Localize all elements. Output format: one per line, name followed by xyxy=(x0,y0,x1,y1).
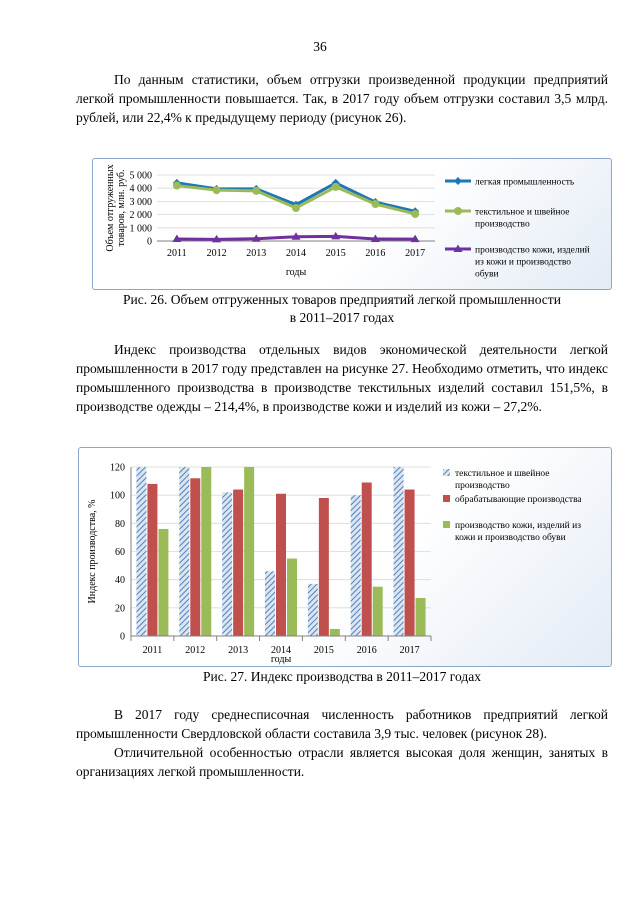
bar xyxy=(362,482,372,636)
legend-label: кожи и производство обуви xyxy=(455,533,566,543)
line-chart-shipped-goods xyxy=(93,159,611,289)
y-tick-label: 0 xyxy=(120,631,125,643)
data-point xyxy=(371,200,379,208)
bar xyxy=(201,467,211,636)
legend-label: текстильное и швейное xyxy=(455,469,550,479)
legend-label: из кожи и производство xyxy=(475,257,572,268)
x-tick-label: 2016 xyxy=(365,248,386,259)
paragraph-1: По данным статистики, объем отгрузки произведенной продукции предприятий легкой промышленности повышается. Так, в 2017 году объем отгрузки составил 3,5 млрд. рублей, или 22,4% к предыдущему периоду (рисунок 26). xyxy=(76,72,608,125)
bar xyxy=(179,467,189,636)
legend-label: текстильное и швейное xyxy=(475,207,570,218)
y-tick-label: 20 xyxy=(115,603,125,615)
legend-label: производство кожи, изделий xyxy=(475,245,590,256)
bar xyxy=(287,559,297,636)
bar xyxy=(147,484,157,636)
bar xyxy=(416,598,426,636)
y-axis-title: Индекс производства, % xyxy=(87,499,98,604)
legend-swatch xyxy=(443,495,450,502)
figure-26-caption xyxy=(76,291,608,327)
x-tick-label: 2013 xyxy=(246,248,267,259)
figure-26-caption-line2: в 2011–2017 годах xyxy=(289,310,395,325)
x-tick-label: 2015 xyxy=(313,645,334,656)
bar xyxy=(136,467,146,636)
bar xyxy=(330,629,340,636)
bar xyxy=(319,498,329,636)
paragraph-2: Индекс производства отдельных видов экономической деятельности легкой промышленности в 2017 году представлен на рисунке 27. Необходимо отметить, что индекс промышленного производства в производстве текстильных изделий составил 151,5%, в производстве одежды – 214,4%, в производстве кожи и изделий из кожи – 27,2%. xyxy=(76,342,608,414)
x-tick-label: 2014 xyxy=(271,645,291,656)
bar xyxy=(394,467,404,636)
bar xyxy=(244,467,254,636)
legend-label: производство кожи, изделий из xyxy=(455,521,581,531)
x-tick-label: 2012 xyxy=(185,645,206,656)
y-tick-label: 40 xyxy=(115,575,125,587)
y-tick-label: 80 xyxy=(115,518,125,530)
data-point xyxy=(332,183,340,191)
legend-label: обрабатывающие производства xyxy=(455,495,582,505)
x-tick-label: 2017 xyxy=(399,645,420,656)
x-tick-label: 2012 xyxy=(206,248,227,259)
paragraph-3: В 2017 году среднесписочная численность работников предприятий легкой промышленности Свердловской области составила 3,9 тыс. человек (рисунок 28). xyxy=(76,707,608,741)
bar xyxy=(190,478,200,636)
bar xyxy=(233,490,243,636)
bar xyxy=(405,490,415,636)
data-point xyxy=(252,187,260,195)
y-tick-label: 5 000 xyxy=(129,170,152,182)
legend-marker xyxy=(454,207,462,215)
x-tick-label: 2011 xyxy=(142,645,163,656)
legend-label: производство xyxy=(455,481,510,491)
x-tick-label: 2015 xyxy=(325,248,346,259)
data-point xyxy=(292,204,300,212)
y-tick-label: 100 xyxy=(110,490,125,502)
bar xyxy=(276,494,286,636)
x-tick-label: 2014 xyxy=(286,248,306,259)
bar xyxy=(351,495,361,636)
legend-label: обуви xyxy=(475,269,499,280)
x-tick-label: 2013 xyxy=(228,645,249,656)
paragraph-4: Отличительной особенностью отрасли является высокая доля женщин, занятых в организациях легкой промышленности. xyxy=(76,745,608,779)
bar xyxy=(308,584,318,636)
y-tick-label: 60 xyxy=(115,547,125,558)
y-tick-label: 1 000 xyxy=(129,223,152,235)
data-point xyxy=(173,182,181,190)
x-axis-title: годы xyxy=(270,654,292,665)
chart-frame-fig27 xyxy=(78,447,612,667)
data-point xyxy=(213,186,221,194)
figure-26-caption-line1: Рис. 26. Объем отгруженных товаров предприятий легкой промышленности xyxy=(123,292,561,307)
figure-27-caption: Рис. 27. Индекс производства в 2011–2017 годах xyxy=(203,669,481,684)
page-number: 36 xyxy=(313,39,327,54)
x-axis-title: годы xyxy=(285,267,307,278)
legend-swatch xyxy=(443,521,450,528)
bar xyxy=(373,587,383,636)
bar xyxy=(265,571,275,636)
bar xyxy=(222,492,232,636)
x-tick-label: 2017 xyxy=(405,248,426,259)
x-tick-label: 2011 xyxy=(167,248,187,259)
y-tick-label: 0 xyxy=(147,236,152,248)
legend-label: легкая промышленность xyxy=(475,177,575,188)
y-axis-title: Объем отгруженныхтоваров, млн. руб. xyxy=(105,164,127,252)
bar xyxy=(158,529,168,636)
x-tick-label: 2016 xyxy=(356,645,377,656)
bar-chart-production-index xyxy=(79,448,611,666)
y-tick-label: 120 xyxy=(110,462,125,474)
chart-frame-fig26 xyxy=(92,158,612,290)
y-tick-label: 2 000 xyxy=(129,210,152,222)
y-tick-label: 3 000 xyxy=(129,196,152,208)
legend-label: производство xyxy=(475,219,530,230)
legend-marker xyxy=(454,177,462,185)
data-point xyxy=(411,210,419,218)
legend-swatch xyxy=(443,469,450,476)
y-tick-label: 4 000 xyxy=(129,183,152,195)
